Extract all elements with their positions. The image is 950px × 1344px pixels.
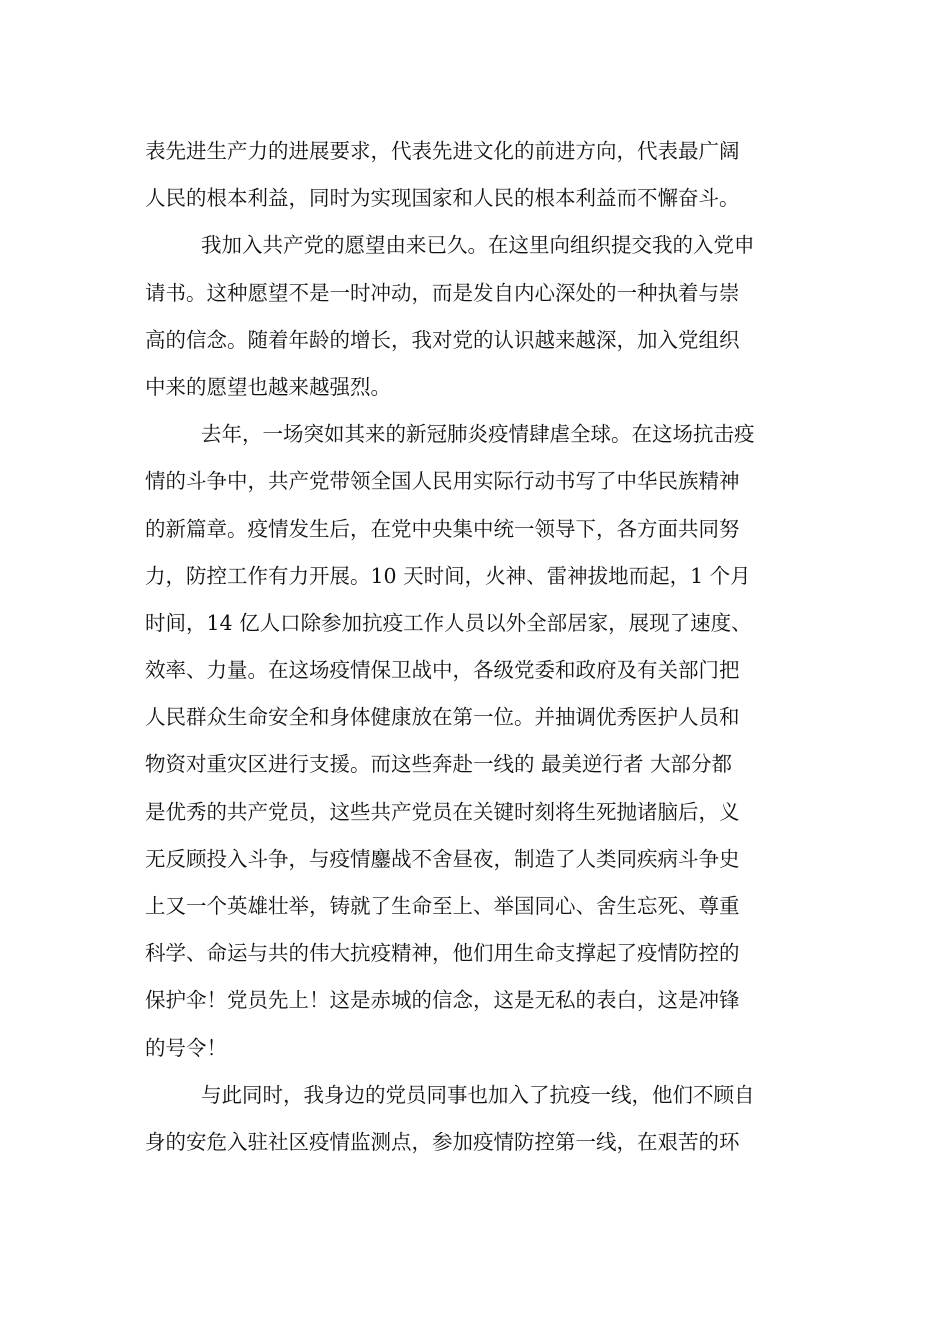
text-line: 的新篇章。疫情发生后，在党中央集中统一领导下，各方面共同努 [145, 516, 740, 541]
text-line: 的号令！ [145, 1035, 227, 1060]
text-line: 身的安危入驻社区疫情监测点，参加疫情防控第一线，在艰苦的环 [145, 1129, 740, 1154]
text-line: 人民群众生命安全和身体健康放在第一位。并抽调优秀医护人员和 [145, 705, 740, 730]
text-line: 时间，14 亿人口除参加抗疫工作人员以外全部居家，展现了速度、 [145, 610, 752, 635]
text-line: 科学、命运与共的伟大抗疫精神，他们用生命支撑起了疫情防控的 [145, 941, 740, 966]
text-line: 上又一个英雄壮举，铸就了生命至上、举国同心、舍生忘死、尊重 [145, 894, 740, 918]
text-line: 保护伞！党员先上！这是赤城的信念，这是无私的表白，这是冲锋 [145, 988, 740, 1013]
text-line: 是优秀的共产党员，这些共产党员在关键时刻将生死抛诸脑后，义 [145, 799, 740, 824]
body-text [145, 128, 810, 1166]
paragraph-start-line: 去年，一场突如其来的新冠肺炎疫情肆虐全球。在这场抗击疫 [201, 422, 755, 447]
paragraph-start-line: 我加入共产党的愿望由来已久。在这里向组织提交我的入党申 [201, 233, 755, 258]
text-line: 物资对重灾区进行支援。而这些奔赴一线的 最美逆行者 大部分都 [145, 752, 733, 777]
text-line: 力，防控工作有力开展。10 天时间，火神、雷神拔地而起，1 个月 [145, 563, 751, 588]
text-line: 情的斗争中，共产党带领全国人民用实际行动书写了中华民族精神 [145, 469, 740, 494]
text-line: 高的信念。随着年龄的增长，我对党的认识越来越深，加入党组织 [145, 327, 740, 352]
text-line: 人民的根本利益，同时为实现国家和人民的根本利益而不懈奋斗。 [145, 186, 740, 211]
text-line: 表先进生产力的进展要求，代表先进文化的前进方向，代表最广阔 [145, 139, 740, 163]
text-line: 效率、力量。在这场疫情保卫战中，各级党委和政府及有关部门把 [145, 658, 740, 683]
paragraph-start-line: 与此同时，我身边的党员同事也加入了抗疫一线，他们不顾自 [201, 1082, 755, 1107]
text-line: 中来的愿望也越来越强烈。 [145, 374, 391, 399]
text-line: 无反顾投入斗争，与疫情鏖战不舍昼夜，制造了人类同疾病斗争史 [145, 846, 740, 871]
text-line: 请书。这种愿望不是一时冲动，而是发自内心深处的一种执着与崇 [145, 280, 740, 305]
